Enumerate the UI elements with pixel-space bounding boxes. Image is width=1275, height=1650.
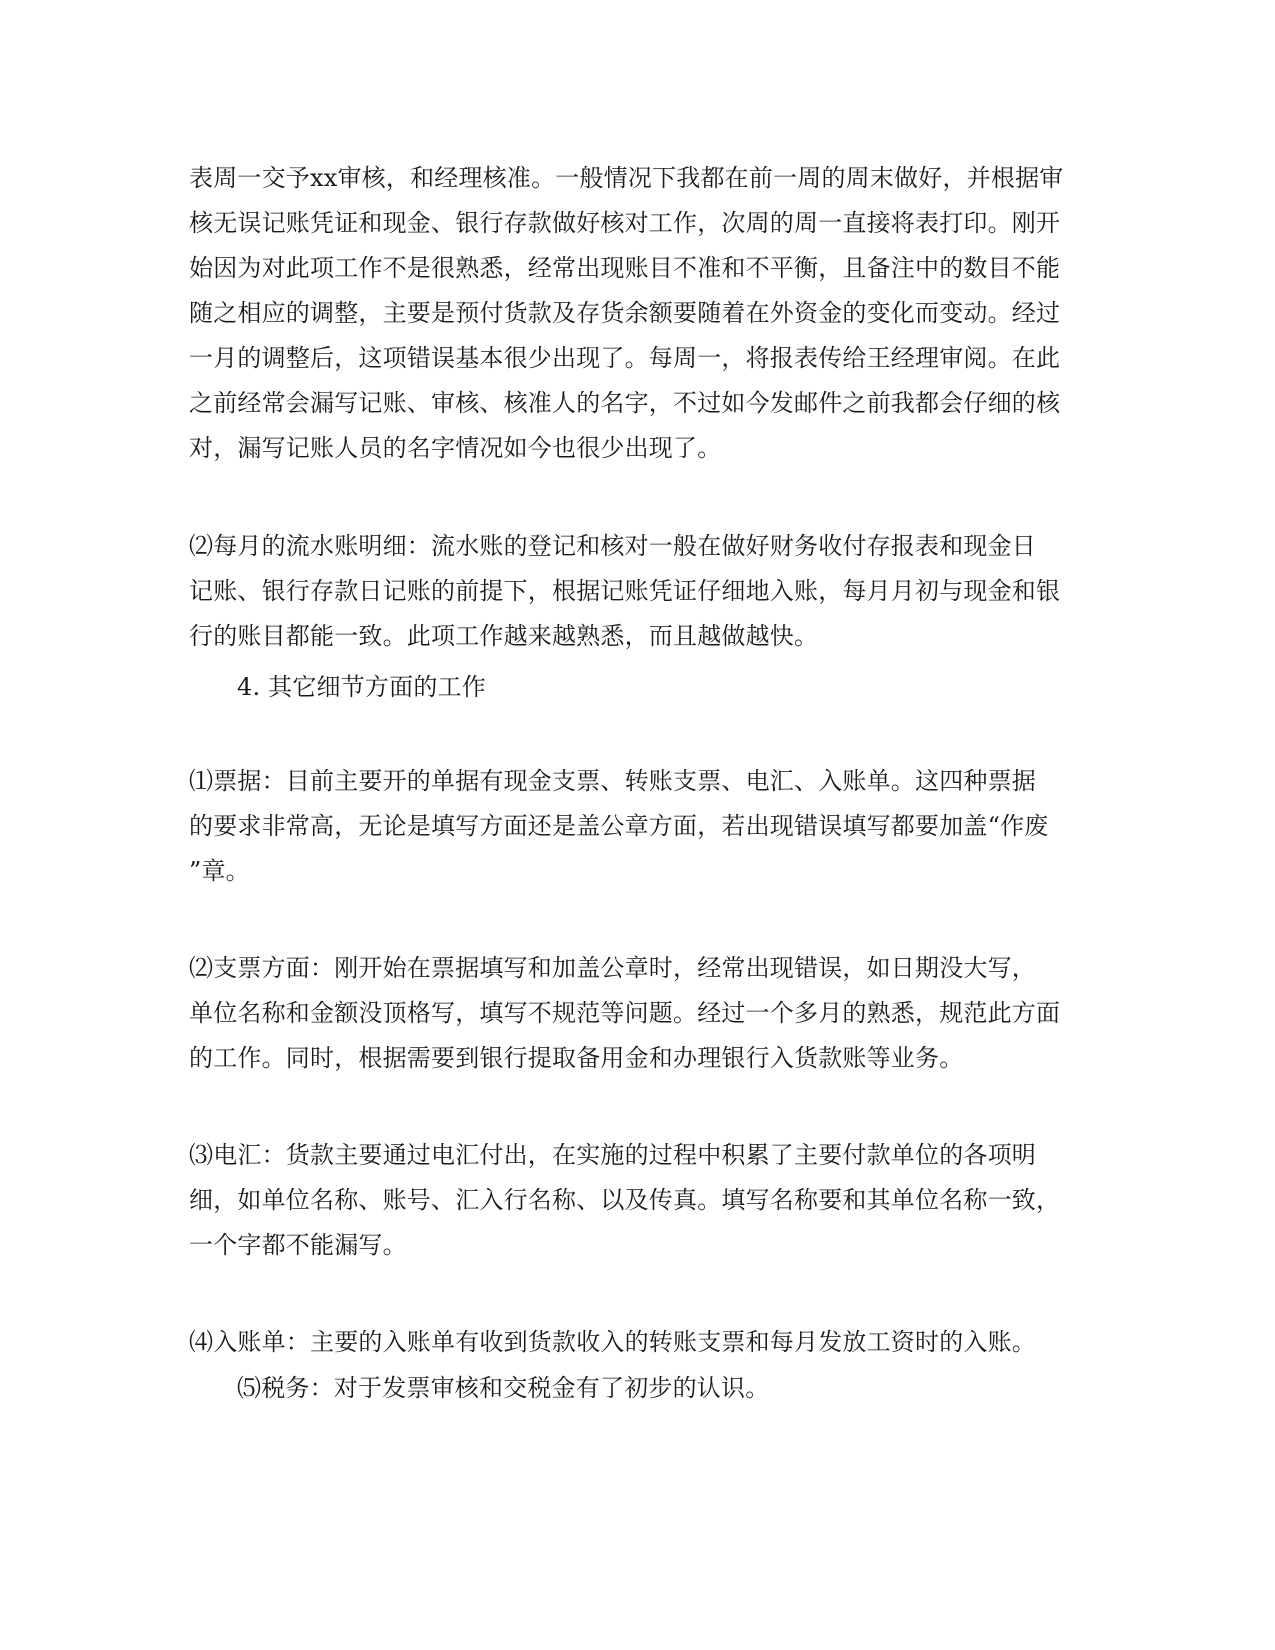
text-line: ⑶电汇：货款主要通过电汇付出，在实施的过程中积累了主要付款单位的各项明 <box>189 1141 1036 1169</box>
text-line: 记账、银行存款日记账的前提下，根据记账凭证仔细地入账，每月月初与现金和银 <box>189 577 1061 605</box>
text-line: ”章。 <box>189 857 250 885</box>
text-line: 单位名称和金额没顶格写，填写不规范等问题。经过一个多月的熟悉，规范此方面 <box>189 999 1061 1027</box>
text-line: 对，漏写记账人员的名字情况如今也很少出现了。 <box>189 434 722 462</box>
text-line: 随之相应的调整，主要是预付货款及存货余额要随着在外资金的变化而变动。经过 <box>189 299 1061 327</box>
text-line: ⑴票据：目前主要开的单据有现金支票、转账支票、电汇、入账单。这四种票据 <box>189 767 1036 795</box>
text-line: 的要求非常高，无论是填写方面还是盖公章方面，若出现错误填写都要加盖“作废 <box>189 812 1049 840</box>
text-line: ⑵支票方面：刚开始在票据填写和加盖公章时，经常出现错误，如日期没大写， <box>189 954 1036 982</box>
section-heading: 4. 其它细节方面的工作 <box>237 673 486 701</box>
text-line: 的工作。同时，根据需要到银行提取备用金和办理银行入货款账等业务。 <box>189 1044 964 1072</box>
text-line: 细，如单位名称、账号、汇入行名称、以及传真。填写名称要和其单位名称一致， <box>189 1186 1061 1214</box>
text-line: 表周一交予xx审核，和经理核准。一般情况下我都在前一周的周末做好，并根据审 <box>189 164 1064 192</box>
text-line: 一个字都不能漏写。 <box>189 1231 407 1259</box>
text-line: ⑷入账单：主要的入账单有收到货款收入的转账支票和每月发放工资时的入账。 <box>189 1328 1036 1356</box>
text-line: 核无误记账凭证和现金、银行存款做好核对工作，次周的周一直接将表打印。刚开 <box>189 209 1061 237</box>
text-line: 始因为对此项工作不是很熟悉，经常出现账目不准和不平衡，且备注中的数目不能 <box>189 254 1061 282</box>
text-line: ⑸税务：对于发票审核和交税金有了初步的认识。 <box>237 1374 770 1402</box>
text-line: ⑵每月的流水账明细：流水账的登记和核对一般在做好财务收付存报表和现金日 <box>189 532 1036 560</box>
text-line: 行的账目都能一致。此项工作越来越熟悉，而且越做越快。 <box>189 622 819 650</box>
text-line: 一月的调整后，这项错误基本很少出现了。每周一，将报表传给王经理审阅。在此 <box>189 344 1061 372</box>
text-line: 之前经常会漏写记账、审核、核准人的名字，不过如今发邮件之前我都会仔细的核 <box>189 389 1061 417</box>
